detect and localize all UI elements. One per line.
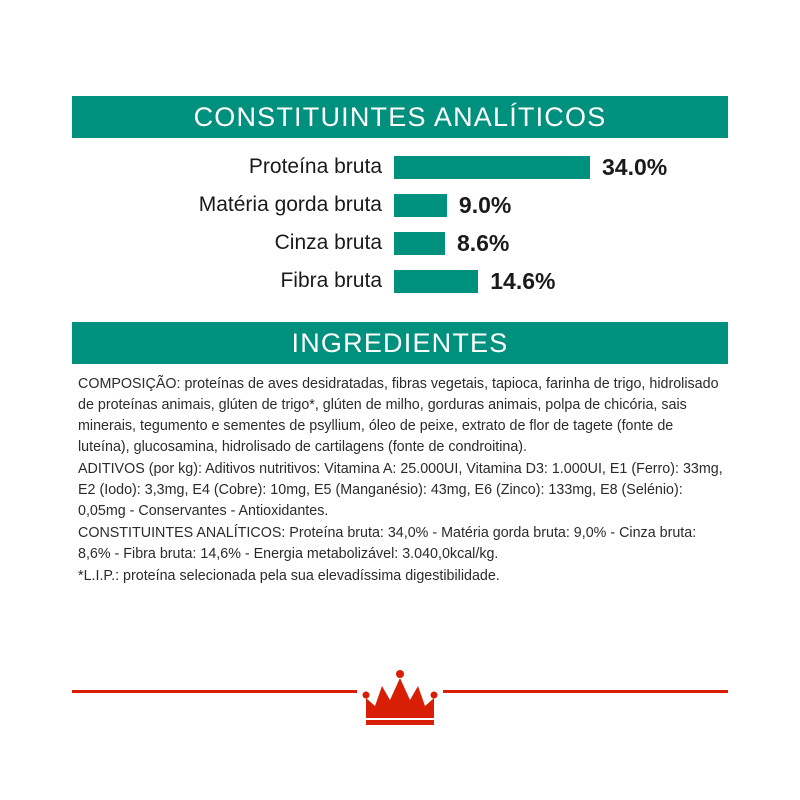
bar-track-fat	[394, 188, 728, 222]
table-row	[72, 264, 728, 298]
bar-track-protein	[394, 150, 728, 184]
row-value-fibre: 14.6%	[490, 267, 556, 294]
bar-fibre	[394, 270, 478, 293]
ingredients-header: INGREDIENTES	[72, 322, 728, 364]
row-value-protein: 34.0%	[602, 153, 668, 180]
bar-protein	[394, 156, 590, 179]
row-label-ash: Cinza bruta	[274, 231, 382, 254]
row-label-fat: Matéria gorda bruta	[198, 193, 382, 216]
bar-track-fibre	[394, 264, 728, 298]
ingredients-paragraph-additives: ADITIVOS (por kg): Aditivos nutritivos: Vitamina A: 25.000UI, Vitamina D3: 1.000UI, E1 (Ferro): 33mg, E2 (Iodo): 3,3mg, E4 (Cobre): 10mg, E5 (Manganésio): 43mg, E6 (Zinco): 133mg, E8 (Selénio): 0,05mg - Conservantes - Antioxidantes.	[78, 461, 723, 520]
analytical-constituents-header: CONSTITUINTES ANALÍTICOS	[72, 96, 728, 138]
analytical-constituents-chart	[72, 150, 728, 302]
ingredients-paragraph-composition: COMPOSIÇÃO: proteínas de aves desidratadas, fibras vegetais, tapioca, farinha de trigo, hidrolisado de proteínas animais, glúten de trigo*, glúten de milho, gorduras animais, polpa de chicória, sais minerais, tegumento e sementes de psyllium, óleo de peixe, extrato de flor de tagete (fonte de luteína), glucosamina, hidrolisado de cartilagens (fonte de condroitina).	[78, 376, 719, 456]
ingredients-paragraph-footnote: *L.I.P.: proteína selecionada pela sua elevadíssima digestibilidade.	[78, 568, 500, 585]
bar-track-ash	[394, 226, 728, 260]
row-value-fat: 9.0%	[458, 191, 512, 218]
row-value-ash: 8.6%	[456, 229, 510, 256]
ingredients-paragraph-constituents: CONSTITUINTES ANALÍTICOS: Proteína bruta: 34,0% - Matéria gorda bruta: 9,0% - Cinza bruta: 8,6% - Fibra bruta: 14,6% - Energia metabolizável: 3.040,0kcal/kg.	[78, 525, 697, 563]
table-row	[72, 226, 728, 260]
table-row	[72, 150, 728, 184]
table-row	[72, 188, 728, 222]
row-label-fibre: Fibra bruta	[280, 269, 382, 292]
bar-fat	[394, 194, 447, 217]
ingredients-body	[78, 374, 724, 588]
royal-canin-crown-icon	[357, 666, 443, 728]
row-label-protein: Proteína bruta	[248, 155, 382, 178]
bar-ash	[394, 232, 445, 255]
